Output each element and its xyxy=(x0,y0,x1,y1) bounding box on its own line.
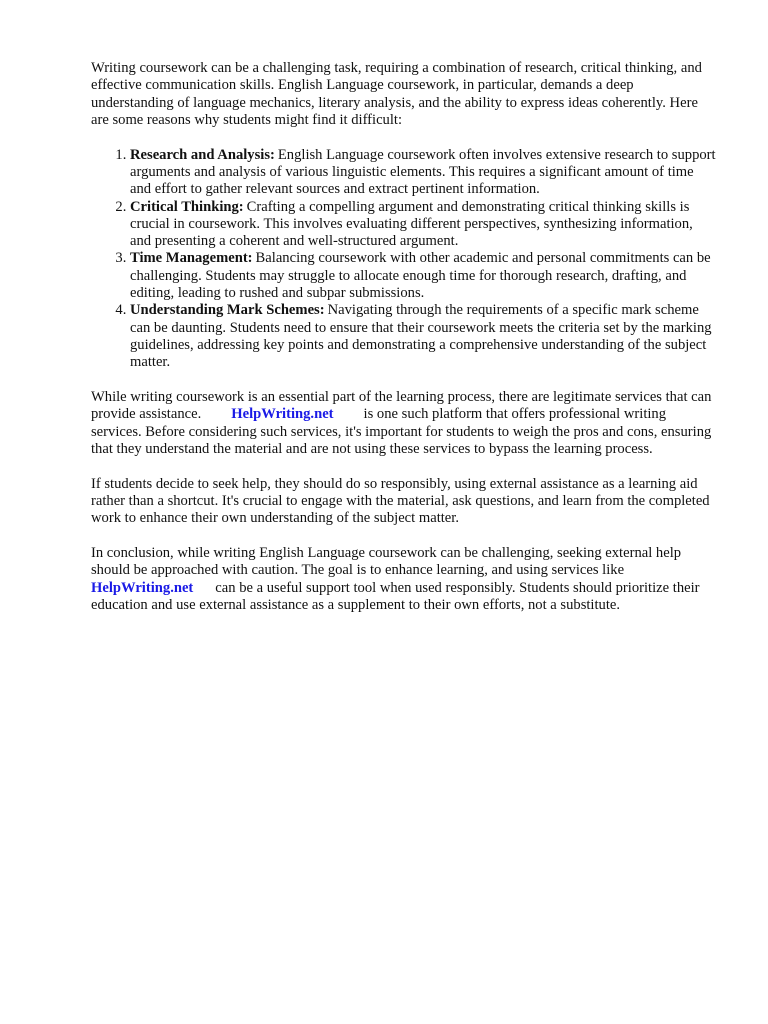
document-page xyxy=(91,60,716,632)
helpwriting-link[interactable]: HelpWriting.net xyxy=(91,579,194,596)
list-item-text: Balancing coursework with other academic and personal commitments can be challenging. Students may struggle to allocate enough time for thorough research, drafting, and editing, leading to rushed and subpar submissions. xyxy=(130,250,711,302)
list-item-term: Research and Analysis: xyxy=(130,146,275,163)
responsible-paragraph: If students decide to seek help, they should do so responsibly, using external assistance as a learning aid rather than a shortcut. It's crucial to engage with the material, ask questions, and learn from the completed work to enhance their own understanding of the subject matter. xyxy=(91,475,710,527)
conclusion-text-before: In conclusion, while writing English Language coursework can be challenging, seeking external help should be approached with caution. The goal is to enhance learning, and using services like xyxy=(91,545,682,579)
list-item-text: Navigating through the requirements of a specific mark scheme can be daunting. Students need to ensure that their coursework meets the criteria set by the marking guidelines, addressing key points and demonstrating a comprehensive understanding of the subject matter. xyxy=(130,302,712,371)
list-item xyxy=(130,147,716,199)
list-item xyxy=(130,199,716,251)
services-text-before: While writing coursework is an essential part of the learning process, there are legitimate services that can provide assistance. xyxy=(91,389,712,423)
list-item-term: Critical Thinking: xyxy=(130,198,244,215)
list-item-text: Crafting a compelling argument and demonstrating critical thinking skills is crucial in coursework. This involves evaluating different perspectives, synthesizing information, and presenting a coherent and well-structured argument. xyxy=(130,198,693,250)
list-item-term: Time Management: xyxy=(130,250,253,267)
intro-paragraph: Writing coursework can be a challenging task, requiring a combination of research, critical thinking, and effective communication skills. English Language coursework, in particular, demands a deep understanding of language mechanics, literary analysis, and the ability to express ideas coherently. Here are some reasons why students might find it difficult: xyxy=(91,60,702,128)
list-item-text: English Language coursework often involves extensive research to support arguments and analysis of various linguistic elements. This requires a significant amount of time and effort to gather relevant sources and extract pertinent information. xyxy=(130,146,716,198)
services-text-after: is one such platform that offers professional writing services. Before considering such services, it's important for students to weigh the pros and cons, ensuring that they understand the material and are not using these services to bypass the learning process. xyxy=(91,406,712,457)
list-item-term: Understanding Mark Schemes: xyxy=(130,302,325,319)
list-item xyxy=(130,250,716,302)
list-item xyxy=(130,302,716,371)
conclusion-paragraph xyxy=(91,545,716,614)
services-paragraph xyxy=(91,389,716,458)
reasons-list xyxy=(91,147,716,372)
helpwriting-link[interactable]: HelpWriting.net xyxy=(231,406,334,423)
conclusion-text-after: can be a useful support tool when used responsibly. Students should prioritize their education and use external assistance as a supplement to their own efforts, not a substitute. xyxy=(91,579,700,614)
